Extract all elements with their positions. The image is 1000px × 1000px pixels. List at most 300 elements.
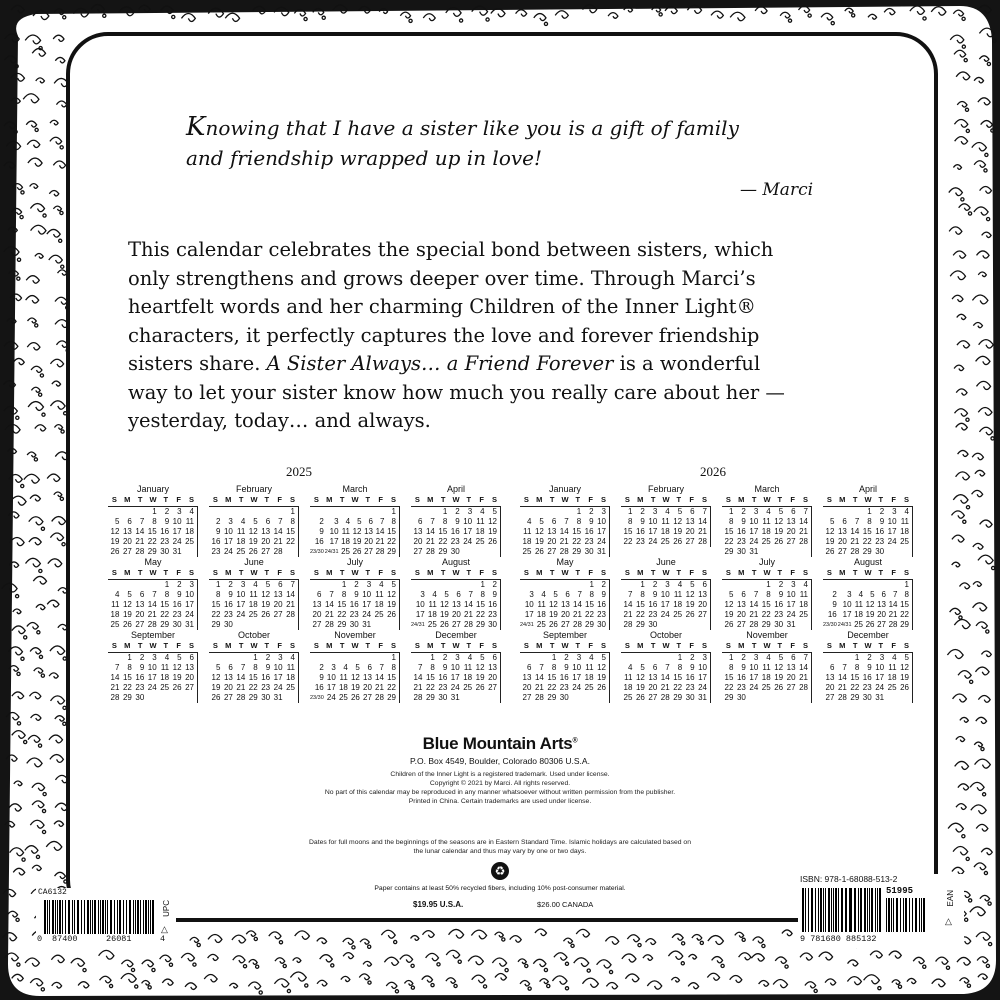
date-cell: 20 xyxy=(135,609,145,619)
weekday-letter: S xyxy=(725,641,731,650)
barcode-bar xyxy=(858,888,859,932)
date-cell: 22 xyxy=(623,536,633,546)
weekday-letter: F xyxy=(588,495,593,504)
date-cell xyxy=(411,580,426,590)
date-cell: 22 xyxy=(248,682,258,692)
date-cell: 8 xyxy=(127,662,132,672)
date-cell: 11 xyxy=(236,526,246,536)
date-cell: 14 xyxy=(573,599,582,609)
date-cell: 31 xyxy=(597,546,606,556)
barcode-bar xyxy=(87,900,89,934)
date-cell: 10 xyxy=(415,599,425,609)
date-cell: 14 xyxy=(413,672,423,682)
date-cell: 3 xyxy=(228,516,233,526)
date-cell: 25 xyxy=(854,619,864,629)
date-cell: 28 xyxy=(850,546,860,556)
date-cell: 28 xyxy=(534,692,544,702)
date-cell: 29 xyxy=(147,546,157,556)
weekday-header xyxy=(411,495,501,507)
date-cell: 1 xyxy=(152,506,157,516)
date-cell: 24 xyxy=(463,536,473,546)
date-cell: 30 xyxy=(349,619,359,629)
date-cell: 3 xyxy=(847,589,852,599)
weekday-letter: T xyxy=(575,568,581,577)
date-cell: 5 xyxy=(265,579,271,589)
date-cell: 9 xyxy=(640,516,645,526)
weekday-letter: T xyxy=(339,495,345,504)
date-cell: 28 xyxy=(324,619,334,629)
date-cell: 26 xyxy=(724,619,734,629)
date-cell xyxy=(823,507,835,517)
date-cell: 15 xyxy=(387,526,396,536)
date-cell: 12 xyxy=(865,599,875,609)
legal-line: Copyright © 2021 by Marci. All rights reserved. xyxy=(429,780,571,787)
date-cell: 11 xyxy=(249,589,258,599)
month-name: September xyxy=(130,630,176,640)
date-cell: 14 xyxy=(464,599,473,609)
date-cell xyxy=(559,580,571,590)
date-cell xyxy=(450,580,462,590)
month-name: March xyxy=(754,484,780,494)
date-cell: 2 xyxy=(690,652,695,662)
date-cell: 7 xyxy=(379,662,384,672)
date-cell xyxy=(520,653,532,663)
date-grid xyxy=(823,653,913,703)
barcode-bar xyxy=(919,898,920,932)
date-cell: 16 xyxy=(559,672,569,682)
date-cell: 3 xyxy=(420,589,425,599)
date-cell: 4 xyxy=(345,516,351,526)
date-cell: 13 xyxy=(648,672,658,682)
date-grid xyxy=(722,653,812,703)
date-cell: 11 xyxy=(111,599,120,609)
weekday-letter: T xyxy=(852,495,858,504)
description-text: is a wonderful xyxy=(613,352,761,375)
date-cell: 14 xyxy=(698,516,707,526)
month-october-2026 xyxy=(621,630,711,703)
date-cell: 22 xyxy=(147,536,157,546)
date-cell: 19 xyxy=(774,526,784,536)
date-cell: 11 xyxy=(537,599,546,609)
ean-label: EAN xyxy=(946,890,955,907)
date-cell: 16 xyxy=(211,536,221,546)
date-cell xyxy=(221,507,233,517)
date-cell: 27 xyxy=(837,546,847,556)
weekday-letter: S xyxy=(803,568,809,577)
date-cell: 17 xyxy=(326,682,336,692)
date-cell: 17 xyxy=(185,599,194,609)
barcode-bar xyxy=(828,888,830,932)
date-cell xyxy=(411,653,423,663)
month-name: August xyxy=(441,557,471,567)
legal-line: Children of the Inner Light is a registered trademark. Used under license. xyxy=(390,771,610,778)
date-grid xyxy=(310,580,400,630)
date-cell: 11 xyxy=(160,662,170,672)
date-cell: 23 xyxy=(223,609,233,619)
weekday-letter: T xyxy=(751,568,757,577)
date-cell xyxy=(209,653,221,663)
date-cell: 26 xyxy=(350,692,360,702)
date-cell: 23 xyxy=(862,682,872,692)
date-cell: 2 xyxy=(319,662,324,672)
date-cell: 10 xyxy=(326,672,336,682)
weekday-letter: W xyxy=(149,568,157,577)
date-grid xyxy=(520,653,610,703)
date-cell: 24 xyxy=(273,682,283,692)
date-cell: 11 xyxy=(888,662,897,672)
weekday-letter: S xyxy=(313,495,319,504)
date-cell: 30 xyxy=(685,692,695,702)
date-cell: 29 xyxy=(761,619,771,629)
date-cell: 10 xyxy=(273,662,283,672)
date-cell: 10 xyxy=(450,662,460,672)
upc-digit-right: 4 xyxy=(160,934,166,944)
date-cell xyxy=(234,507,246,517)
date-cell: 4 xyxy=(766,652,771,662)
triangle-icon: △ xyxy=(161,924,168,934)
date-cell: 7 xyxy=(278,516,283,526)
date-cell: 21 xyxy=(888,609,898,619)
date-cell xyxy=(325,653,337,663)
date-cell: 18 xyxy=(110,609,120,619)
date-cell xyxy=(520,580,535,590)
date-cell: 13 xyxy=(877,599,886,609)
date-cell: 6 xyxy=(417,516,423,526)
weekday-letter: S xyxy=(702,495,708,504)
date-cell: 26 xyxy=(387,609,396,619)
date-cell xyxy=(108,580,120,590)
date-cell: 29 xyxy=(585,619,594,629)
date-cell: 18 xyxy=(185,526,194,536)
date-cell: 19 xyxy=(122,609,132,619)
date-cell: 27 xyxy=(877,619,886,629)
date-cell: 11 xyxy=(428,599,437,609)
date-cell: 13 xyxy=(223,672,233,682)
date-cell: 26 xyxy=(248,546,258,556)
weekday-letter: S xyxy=(290,495,296,504)
date-cell: 7 xyxy=(430,516,435,526)
date-cell: 21 xyxy=(413,682,423,692)
date-cell: 15 xyxy=(585,599,594,609)
date-grid xyxy=(411,507,501,557)
date-cell: 23 xyxy=(736,682,746,692)
date-cell: 2 xyxy=(640,506,645,516)
date-cell: 6 xyxy=(228,662,233,672)
date-cell: 24 xyxy=(236,609,246,619)
date-cell: 28 xyxy=(623,619,633,629)
date-cell: 14 xyxy=(425,526,435,536)
date-cell xyxy=(259,507,271,517)
quote-text xyxy=(186,112,826,173)
date-cell: 3 xyxy=(240,579,246,589)
weekday-letter: W xyxy=(561,568,569,577)
date-cell: 5 xyxy=(904,652,909,662)
date-cell: 19 xyxy=(865,609,875,619)
date-cell: 9 xyxy=(832,599,837,609)
date-cell: 29 xyxy=(673,692,683,702)
date-cell: 23 xyxy=(488,609,497,619)
date-cell: 17 xyxy=(698,672,707,682)
weekday-letter: M xyxy=(637,641,644,650)
date-cell: 14 xyxy=(749,599,759,609)
date-cell: 8 xyxy=(290,516,295,526)
month-name: April xyxy=(858,484,877,494)
date-cell: 26 xyxy=(825,546,835,556)
date-cell: 18 xyxy=(374,599,384,609)
date-cell xyxy=(621,580,633,590)
barcode-bar xyxy=(105,900,106,934)
recycle-icon: ♻ xyxy=(491,862,509,880)
date-cell: 6 xyxy=(265,516,271,526)
date-cell: 15 xyxy=(476,599,485,609)
barcode-bar xyxy=(148,900,149,934)
date-cell: 2 xyxy=(492,579,497,589)
date-cell: 17 xyxy=(597,526,606,536)
weekday-letter: T xyxy=(575,495,581,504)
date-cell: 15 xyxy=(850,672,860,682)
date-cell: 9 xyxy=(601,589,606,599)
date-cell: 21 xyxy=(799,526,808,536)
weekday-letter: S xyxy=(725,495,731,504)
date-cell: 19 xyxy=(172,672,182,682)
date-cell: 14 xyxy=(799,662,808,672)
date-cell: 7 xyxy=(753,589,759,599)
date-cell: 24 xyxy=(698,682,707,692)
barcode-bar xyxy=(896,898,898,932)
date-cell: 21 xyxy=(850,536,860,546)
weekday-letter: T xyxy=(440,568,446,577)
date-cell: 15 xyxy=(673,672,683,682)
date-cell: 24 xyxy=(326,692,336,702)
date-cell: 25 xyxy=(185,536,194,546)
date-cell: 18 xyxy=(761,672,771,682)
date-cell: 23 xyxy=(875,536,885,546)
weekday-letter: F xyxy=(176,568,181,577)
date-cell: 14 xyxy=(850,526,860,536)
date-cell: 26 xyxy=(110,546,120,556)
date-cell: 3 xyxy=(665,579,670,589)
date-cell: 5 xyxy=(553,589,558,599)
date-cell: 16 xyxy=(314,536,324,546)
barcode-bar xyxy=(100,900,101,934)
date-cell: 9 xyxy=(265,662,271,672)
year-label-2026: 2026 xyxy=(700,464,726,479)
date-cell: 16 xyxy=(875,526,885,536)
weekday-letter: T xyxy=(676,641,682,650)
barcode-bar xyxy=(860,888,861,932)
date-cell: 19 xyxy=(825,536,835,546)
barcode-bar xyxy=(143,900,144,934)
date-cell: 10 xyxy=(329,526,339,536)
weekday-letter: S xyxy=(601,641,607,650)
date-cell: 1 xyxy=(391,652,396,662)
weekday-letter: S xyxy=(290,641,296,650)
date-cell: 10 xyxy=(749,662,759,672)
date-cell xyxy=(520,507,532,517)
date-cell: 22 xyxy=(673,682,683,692)
date-cell: 2 xyxy=(564,652,569,662)
barcode-bar xyxy=(833,888,834,932)
publisher-address: P.O. Box 4549, Boulder, Colorado 80306 U.S.A. xyxy=(410,756,590,766)
month-december-2025 xyxy=(411,630,501,703)
weekday-letter: T xyxy=(339,641,345,650)
moon-note xyxy=(250,838,750,856)
date-cell: 26 xyxy=(475,682,485,692)
date-cell: 9 xyxy=(741,516,746,526)
weekday-letter: S xyxy=(826,495,832,504)
date-cell: 1 xyxy=(430,652,435,662)
date-cell: 3 xyxy=(753,506,759,516)
date-cell: 11 xyxy=(375,589,384,599)
weekday-letter: F xyxy=(378,641,383,650)
weekday-letter: M xyxy=(637,495,644,504)
date-cell: 22 xyxy=(572,536,582,546)
date-cell: 25 xyxy=(236,546,246,556)
date-grid xyxy=(722,507,812,557)
date-cell: 30 xyxy=(774,619,784,629)
isbn-bars xyxy=(802,888,882,932)
date-cell: 8 xyxy=(215,589,221,599)
date-cell: 11 xyxy=(476,516,485,526)
date-cell: 1 xyxy=(640,579,645,589)
month-april-2026 xyxy=(823,484,913,557)
date-cell: 30 xyxy=(559,692,569,702)
upc-digits-group-1: 87400 xyxy=(52,934,78,944)
date-cell: 19 xyxy=(110,536,120,546)
date-cell: 14 xyxy=(273,526,283,536)
date-cell xyxy=(221,653,233,663)
date-grid xyxy=(310,507,400,557)
date-cell xyxy=(532,507,544,517)
date-cell: 3 xyxy=(366,579,372,589)
date-cell: 6 xyxy=(189,652,194,662)
date-cell: 27 xyxy=(547,546,557,556)
month-name: June xyxy=(656,557,676,567)
weekday-letter: T xyxy=(238,641,244,650)
date-cell: 27 xyxy=(413,546,423,556)
date-cell: 25 xyxy=(475,536,485,546)
date-cell: 26 xyxy=(865,619,875,629)
date-cell: 23 xyxy=(438,682,448,692)
date-cell: 1 xyxy=(551,652,557,662)
upc-barcode xyxy=(36,888,176,948)
barcode-bar xyxy=(55,900,56,934)
weekday-header xyxy=(209,568,299,580)
date-cell: 8 xyxy=(480,589,485,599)
weekday-letter: S xyxy=(601,495,607,504)
date-cell: 25 xyxy=(887,682,897,692)
date-cell: 23 xyxy=(135,682,145,692)
date-cell xyxy=(557,507,569,517)
date-cell: 7 xyxy=(380,516,385,526)
date-cell: 27 xyxy=(451,619,461,629)
date-cell xyxy=(532,653,544,663)
month-name: September xyxy=(542,630,588,640)
date-cell: 21 xyxy=(273,536,283,546)
barcode-bar xyxy=(864,888,866,932)
weekday-letter: T xyxy=(549,495,555,504)
date-cell: 20 xyxy=(185,672,194,682)
date-cell: 12 xyxy=(597,662,606,672)
weekday-letter: T xyxy=(878,641,884,650)
date-cell: 4 xyxy=(858,589,864,599)
date-cell: 23 xyxy=(559,682,569,692)
date-cell: 24 xyxy=(660,609,670,619)
quote-author: — Marci xyxy=(740,180,814,200)
date-cell: 24 xyxy=(450,682,460,692)
date-cell: 5 xyxy=(539,516,544,526)
date-cell: 22 xyxy=(337,609,347,619)
date-cell xyxy=(234,653,246,663)
date-cell: 12 xyxy=(350,672,360,682)
date-cell: 27 xyxy=(786,682,796,692)
date-cell: 11 xyxy=(585,662,594,672)
paper-note: Paper contains at least 50% recycled fibers, including 10% post-consumer material. xyxy=(374,885,626,892)
date-cell: 7 xyxy=(665,662,670,672)
date-cell xyxy=(108,507,120,517)
weekday-letter: T xyxy=(163,495,169,504)
date-cell xyxy=(271,507,283,517)
barcode-bar xyxy=(84,900,85,934)
weekday-letter: S xyxy=(601,568,607,577)
weekday-letter: S xyxy=(313,568,319,577)
date-cell: 16 xyxy=(736,672,746,682)
date-cell: 5 xyxy=(677,506,683,516)
date-cell: 8 xyxy=(391,516,396,526)
registered-mark: ® xyxy=(572,737,578,745)
date-cell: 31 xyxy=(450,692,460,702)
date-cell: 28 xyxy=(413,692,423,702)
weekday-letter: T xyxy=(878,495,884,504)
date-cell: 9 xyxy=(319,526,324,536)
date-cell: 12 xyxy=(635,672,645,682)
barcode-bar xyxy=(126,900,127,934)
date-cell: 31 xyxy=(273,692,283,702)
barcode-bar xyxy=(820,888,822,932)
date-cell: 3 xyxy=(152,652,157,662)
date-cell: 1 xyxy=(164,579,170,589)
date-cell: 24 xyxy=(223,546,233,556)
date-cell: 14 xyxy=(286,589,295,599)
date-cell xyxy=(373,653,385,663)
barcode-bar xyxy=(59,900,61,934)
date-cell: 19 xyxy=(439,609,449,619)
date-cell: 25 xyxy=(374,609,384,619)
date-cell: 27 xyxy=(122,546,132,556)
date-cell xyxy=(310,507,325,517)
date-cell: 7 xyxy=(702,506,707,516)
date-cell: 28 xyxy=(573,619,582,629)
date-cell xyxy=(411,507,423,517)
date-cell: 27 xyxy=(185,682,194,692)
date-cell: 13 xyxy=(736,599,746,609)
date-cell: 15 xyxy=(211,599,221,609)
date-cell: 25 xyxy=(463,682,473,692)
date-cell: 16 xyxy=(172,599,182,609)
date-cell: 26 xyxy=(774,536,784,546)
month-november-2025 xyxy=(310,630,400,703)
date-cell: 14 xyxy=(375,672,384,682)
date-cell: 1 xyxy=(728,652,734,662)
weekday-letter: W xyxy=(561,495,569,504)
date-cell: 16 xyxy=(261,672,271,682)
weekday-letter: T xyxy=(264,568,270,577)
date-cell xyxy=(864,580,876,590)
weekday-letter: T xyxy=(751,641,757,650)
quote-line-1: nowing that I have a sister like you is a gift of family xyxy=(205,116,739,140)
date-cell: 13 xyxy=(698,589,707,599)
weekday-header xyxy=(310,641,400,653)
